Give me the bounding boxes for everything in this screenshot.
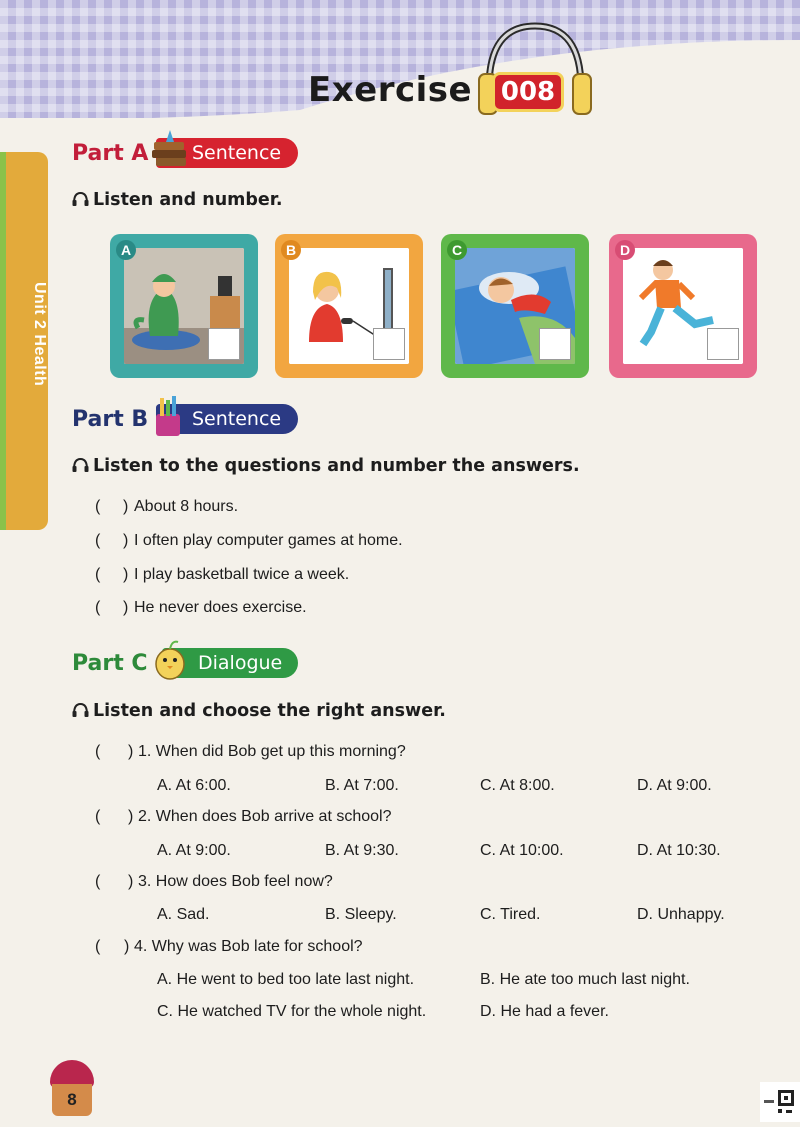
question-3: 3. How does Bob feel now?: [138, 873, 333, 890]
picture-a: [110, 234, 258, 378]
part-c-pill: Dialogue: [162, 648, 298, 678]
unit-label: Unit 2 Health: [31, 282, 48, 387]
picture-a-letter: A: [116, 240, 136, 260]
picture-c: [441, 234, 589, 378]
question-1: 1. When did Bob get up this morning?: [138, 743, 406, 760]
exercise-title: Exercise: [308, 70, 473, 110]
answer-box-a[interactable]: [208, 328, 240, 360]
answer-line: He never does exercise.: [134, 599, 307, 616]
answer-line: I play basketball twice a week.: [134, 566, 350, 583]
option: A. Sad.: [157, 906, 210, 923]
paren-open: (: [95, 873, 101, 890]
paren-close: ): [128, 808, 134, 825]
option: B. At 7:00.: [325, 777, 399, 794]
paren-close: ): [128, 743, 134, 760]
paren-open: (: [95, 743, 101, 760]
paren-open: (: [95, 938, 101, 955]
paren-close: ): [123, 566, 129, 583]
answer-box-d[interactable]: [707, 328, 739, 360]
picture-b-letter: B: [281, 240, 301, 260]
answer-box-c[interactable]: [539, 328, 571, 360]
part-b-title: Part B: [72, 407, 149, 432]
part-c-title: Part C: [72, 651, 148, 676]
picture-d-letter: D: [615, 240, 635, 260]
paren-open: (: [95, 532, 101, 549]
chick-icon: [152, 638, 188, 682]
paren-close: ): [123, 532, 129, 549]
paren-close: ): [123, 498, 129, 515]
answer-line: I often play computer games at home.: [134, 532, 403, 549]
part-a-pill: Sentence: [156, 138, 298, 168]
picture-d: [609, 234, 757, 378]
picture-b: [275, 234, 423, 378]
option: B. At 9:30.: [325, 842, 399, 859]
part-b-instruction: [72, 456, 580, 476]
paren-open: (: [95, 566, 101, 583]
part-a-title: Part A: [72, 141, 149, 166]
pencil-cup-icon: [150, 396, 186, 438]
option: A. At 6:00.: [157, 777, 231, 794]
question-2: 2. When does Bob arrive at school?: [138, 808, 392, 825]
exercise-number: 008: [492, 72, 564, 112]
part-b-pill: Sentence: [156, 404, 298, 434]
option: A. He went to bed too late last night.: [157, 971, 415, 988]
option: C. He watched TV for the whole night.: [157, 1003, 427, 1020]
paren-close: ): [128, 873, 134, 890]
page-number: 8: [52, 1084, 92, 1116]
option: D. He had a fever.: [480, 1003, 609, 1020]
paren-open: (: [95, 498, 101, 515]
paren-open: (: [95, 599, 101, 616]
answer-box-b[interactable]: [373, 328, 405, 360]
option: B. Sleepy.: [325, 906, 397, 923]
paren-close: ): [123, 599, 129, 616]
paren-close: ): [124, 938, 130, 955]
picture-c-letter: C: [447, 240, 467, 260]
paren-open: (: [95, 808, 101, 825]
option: D. At 10:30.: [637, 842, 721, 859]
option: B. He ate too much last night.: [480, 971, 690, 988]
option: C. At 8:00.: [480, 777, 555, 794]
option: C. Tired.: [480, 906, 541, 923]
part-c-instruction: [72, 701, 446, 721]
part-a-instruction-text: Listen and number.: [93, 190, 283, 210]
option: D. Unhappy.: [637, 906, 725, 923]
question-4: 4. Why was Bob late for school?: [134, 938, 363, 955]
headphone-icon: [72, 457, 89, 472]
part-a-instruction: [72, 190, 283, 210]
part-b-instruction-text: Listen to the questions and number the answers.: [93, 456, 580, 476]
option: A. At 9:00.: [157, 842, 231, 859]
books-icon: [148, 128, 190, 170]
option: C. At 10:00.: [480, 842, 564, 859]
answer-line: About 8 hours.: [134, 498, 239, 515]
qr-code-icon: [760, 1082, 800, 1122]
option: D. At 9:00.: [637, 777, 712, 794]
headphone-icon: [72, 702, 89, 717]
headphone-icon: [72, 191, 89, 206]
part-c-instruction-text: Listen and choose the right answer.: [93, 701, 446, 721]
